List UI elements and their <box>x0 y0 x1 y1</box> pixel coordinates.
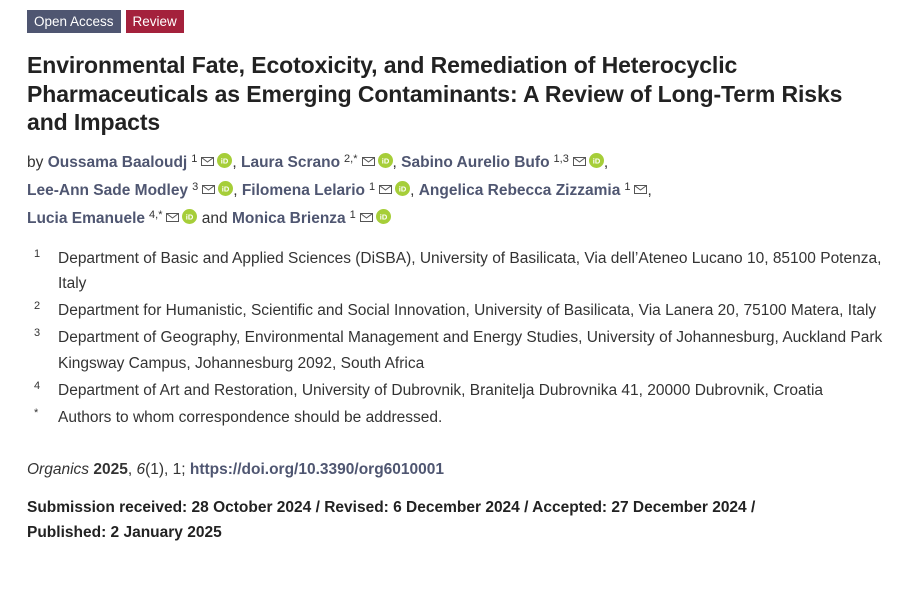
dates-line-2: Published: 2 January 2025 <box>27 524 222 541</box>
orcid-icon[interactable] <box>378 151 393 166</box>
author-name[interactable]: Lucia Emanuele <box>27 209 146 227</box>
svg-text:iD: iD <box>221 156 229 165</box>
volume: 6 <box>136 461 146 478</box>
mail-icon[interactable] <box>201 149 214 158</box>
author-separator: , <box>647 181 652 199</box>
mail-icon[interactable] <box>379 177 392 186</box>
affiliation-list <box>27 246 887 431</box>
author-affiliation-marker: 1 <box>624 180 631 193</box>
mail-icon[interactable] <box>166 205 179 214</box>
author-affiliation-marker: 4,* <box>149 208 163 221</box>
article-header <box>27 10 887 545</box>
svg-text:iD: iD <box>381 156 389 165</box>
svg-text:iD: iD <box>186 212 194 221</box>
orcid-icon[interactable] <box>182 207 197 222</box>
affiliation-number: * <box>34 406 39 419</box>
publication-year: 2025 <box>93 461 128 478</box>
mail-icon[interactable] <box>634 177 647 186</box>
author-list <box>27 149 887 233</box>
affiliation-number: 4 <box>34 379 41 392</box>
affiliation-number: 2 <box>34 300 41 312</box>
mail-icon[interactable] <box>360 205 373 214</box>
author-separator: , <box>392 153 397 171</box>
author-affiliation-marker: 1 <box>191 152 198 165</box>
affiliation-text: Department of Art and Restoration, University of Dubrovnik, Branitelja Dubrovnika 41, 20000 Dubrovnik, Croatia <box>58 381 824 399</box>
author-name[interactable]: Laura Scrano <box>240 153 341 171</box>
publication-dates <box>27 495 887 545</box>
orcid-icon[interactable] <box>395 179 410 194</box>
open-access-badge[interactable]: Open Access <box>27 10 121 33</box>
author-affiliation-marker: 1 <box>368 180 376 193</box>
citation: Organics 2025, 6(1), 1; https://doi.org/10.3390/org6010001 <box>27 461 445 478</box>
svg-text:iD: iD <box>398 184 407 193</box>
mail-icon[interactable] <box>362 149 375 158</box>
author-name[interactable]: Lee-Ann Sade Modley <box>27 181 189 199</box>
affiliation-item <box>27 298 887 324</box>
affiliation-item <box>27 405 887 431</box>
doi-link[interactable]: https://doi.org/10.3390/org6010001 <box>189 461 445 478</box>
author-name[interactable]: Filomena Lelario <box>241 181 365 199</box>
dates-line-1: Submission received: 28 October 2024 / Revised: 6 December 2024 / Accepted: 27 December 2024 / <box>27 499 756 516</box>
affiliation-number: 3 <box>34 327 41 339</box>
author-affiliation-marker: 1 <box>349 208 356 221</box>
orcid-icon[interactable] <box>376 207 391 222</box>
mail-icon[interactable] <box>202 177 215 186</box>
affiliation-text: Department of Basic and Applied Sciences (DiSBA), University of Basilicata, Via dell’Ateneo Lucano 10, 85100 Potenza, Italy <box>58 249 882 292</box>
author-separator: , <box>603 153 609 171</box>
svg-text:iD: iD <box>221 184 230 193</box>
orcid-icon[interactable] <box>589 151 604 166</box>
review-badge: Review <box>126 10 184 33</box>
badge-row <box>27 10 887 33</box>
issue: (1) <box>145 461 165 478</box>
affiliation-text: Department for Humanistic, Scientific and Social Innovation, University of Basilicata, Via Lanera 20, 75100 Matera, Italy <box>58 302 877 319</box>
author-affiliation-marker: 2,* <box>344 152 358 165</box>
author-name[interactable]: Sabino Aurelio Bufo <box>401 153 550 171</box>
author-name[interactable]: Oussama Baaloudj <box>47 153 188 171</box>
article-title: Environmental Fate, Ecotoxicity, and Remediation of Heterocyclic Pharmaceuticals as Emerging Contaminants: A Review of Long-Term Risks and Impacts <box>27 52 843 135</box>
orcid-icon[interactable] <box>217 151 232 166</box>
pages: , 1; <box>164 461 186 478</box>
affiliation-item <box>27 325 887 376</box>
affiliation-text: Department of Geography, Environmental Management and Energy Studies, University of Johannesburg, Auckland Park Kingsway Campus, Johannesburg 2092, South Africa <box>58 329 883 372</box>
svg-text:iD: iD <box>379 212 388 221</box>
author-separator: , <box>233 181 238 199</box>
author-separator: , <box>232 153 237 171</box>
author-name[interactable]: Monica Brienza <box>231 209 346 227</box>
affiliation-item <box>27 378 887 404</box>
by-label: by <box>27 153 44 171</box>
author-name[interactable]: Angelica Rebecca Zizzamia <box>418 181 621 199</box>
affiliation-text: Authors to whom correspondence should be addressed. <box>58 408 443 426</box>
svg-text:iD: iD <box>592 156 601 165</box>
journal-name: Organics <box>27 461 90 478</box>
mail-icon[interactable] <box>573 149 586 158</box>
orcid-icon[interactable] <box>218 179 233 194</box>
author-affiliation-marker: 1,3 <box>553 152 569 165</box>
affiliation-item <box>27 246 887 297</box>
and-label: and <box>197 209 232 227</box>
author-separator: , <box>410 181 415 199</box>
author-affiliation-marker: 3 <box>192 180 199 193</box>
affiliation-number: 1 <box>34 247 41 260</box>
